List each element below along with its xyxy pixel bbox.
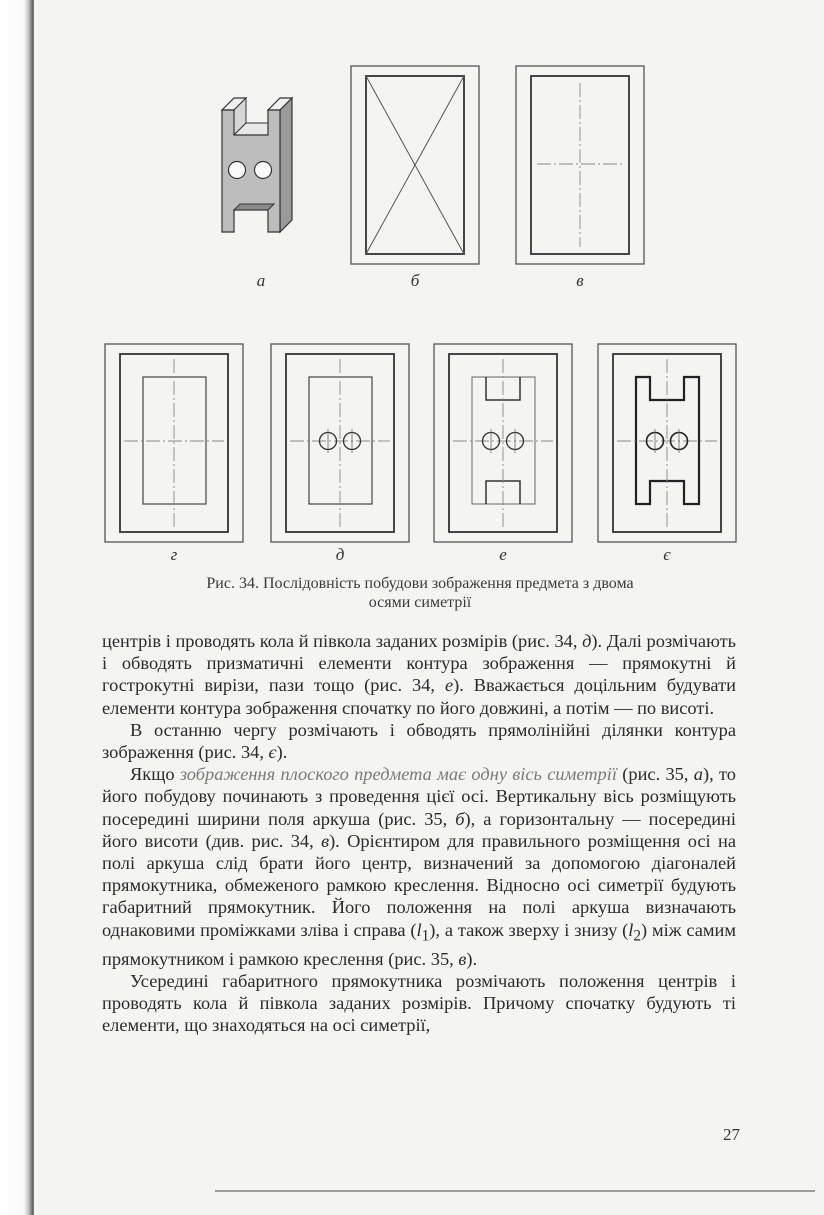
text-run: ) між самим прямокутником і рамкою креслення (рис. 35, [102, 919, 736, 969]
text-run: В останню чергу розмічають і обводять прямолінійні ділянки контура зображення (рис. 34, [102, 719, 736, 763]
body-text [102, 630, 736, 1036]
figure-ref-letter: в [458, 948, 467, 969]
figure-ye-final-contour [597, 343, 737, 543]
figure-label-b: б [410, 271, 420, 290]
bottom-rule [215, 1190, 815, 1192]
figure-label-ye: є [663, 545, 671, 564]
text-run: ), а горизонтальну — посередині його висоти (див. рис. 34, [102, 808, 736, 851]
figure-g-bounding-rectangle [104, 343, 244, 543]
subscript: 2 [633, 927, 642, 945]
text-run: ). Вважається доцільним будувати елементи контура зображення спочатку по його довжині, а потім — по висоті. [102, 675, 736, 718]
paragraph-4: Усередині габаритного прямокутника розмічають положення центрів і проводять кола й півкола заданих розмірів. Причому спочатку будують ті елементи, що знаходяться на осі симетрії, [102, 970, 736, 1036]
figure-e-slots [433, 343, 573, 543]
figure-label-a: а [256, 271, 266, 290]
figure-ref-letter: а [693, 764, 703, 785]
figure-a-isometric-part [210, 88, 300, 248]
symbol-l: l [628, 919, 634, 940]
figure-ref-letter: д [582, 631, 592, 651]
caption-line-2: осями симетрії [368, 594, 472, 611]
subscript: 1 [421, 927, 430, 945]
paragraph-1 [102, 630, 736, 719]
symbol-l: l [416, 919, 422, 940]
paragraph-3 [102, 763, 736, 970]
text-run: ), а також зверху і знизу ( [429, 919, 629, 940]
caption-line-1: Рис. 34. Послідовність побудови зображення предмета з двома [206, 575, 634, 592]
text-run: ). [276, 742, 288, 763]
figure-v-frame-axes [515, 65, 645, 265]
text-run: ). Орієнтиром для правильного розміщення осі на полі аркуша слід брати його центр, визначений за допомогою діагоналей прямокутника, обмеженого рамкою креслення. Відносно осі симетрії будують габаритний прямокутник. Його положення на полі аркуша визначають однаковими проміжками зліва і справа ( [102, 830, 737, 940]
text-run: центрів і проводять кола й півкола заданих розмірів (рис. 34, [102, 631, 583, 651]
paragraph-2 [102, 719, 736, 763]
figure-caption [60, 574, 780, 612]
text-run: ). [466, 948, 478, 969]
figure-label-e: е [499, 545, 507, 564]
figure-ref-letter: є [268, 742, 277, 763]
figure-b-frame-diagonals [350, 65, 480, 265]
figure-label-v: в [576, 271, 584, 290]
text-run: ). Далі розмічають і обводять призматичні елементи контура зображення — прямокутні й гострокутні вирізи, пази тощо (рис. 34, [102, 631, 736, 696]
figure-ref-letter: е [444, 675, 454, 696]
figure-ref-letter: б [455, 808, 465, 829]
emphasized-term: зображення плоского предмета має одну вісь симетрії [179, 764, 617, 785]
text-run: (рис. 35, [616, 764, 694, 785]
book-spine-shadow [0, 0, 34, 1215]
figure-label-d: д [335, 545, 345, 564]
figure-ref-letter: в [321, 830, 330, 851]
figure-label-g: г [170, 545, 178, 564]
figure-d-circles [270, 343, 410, 543]
text-run: Якщо [130, 764, 180, 785]
text-run: ), то його побудову починають з проведення цієї осі. Вертикальну вісь розміщують посередині ширини поля аркуша (рис. 35, [102, 764, 737, 829]
page-number: 27 [723, 1125, 740, 1144]
